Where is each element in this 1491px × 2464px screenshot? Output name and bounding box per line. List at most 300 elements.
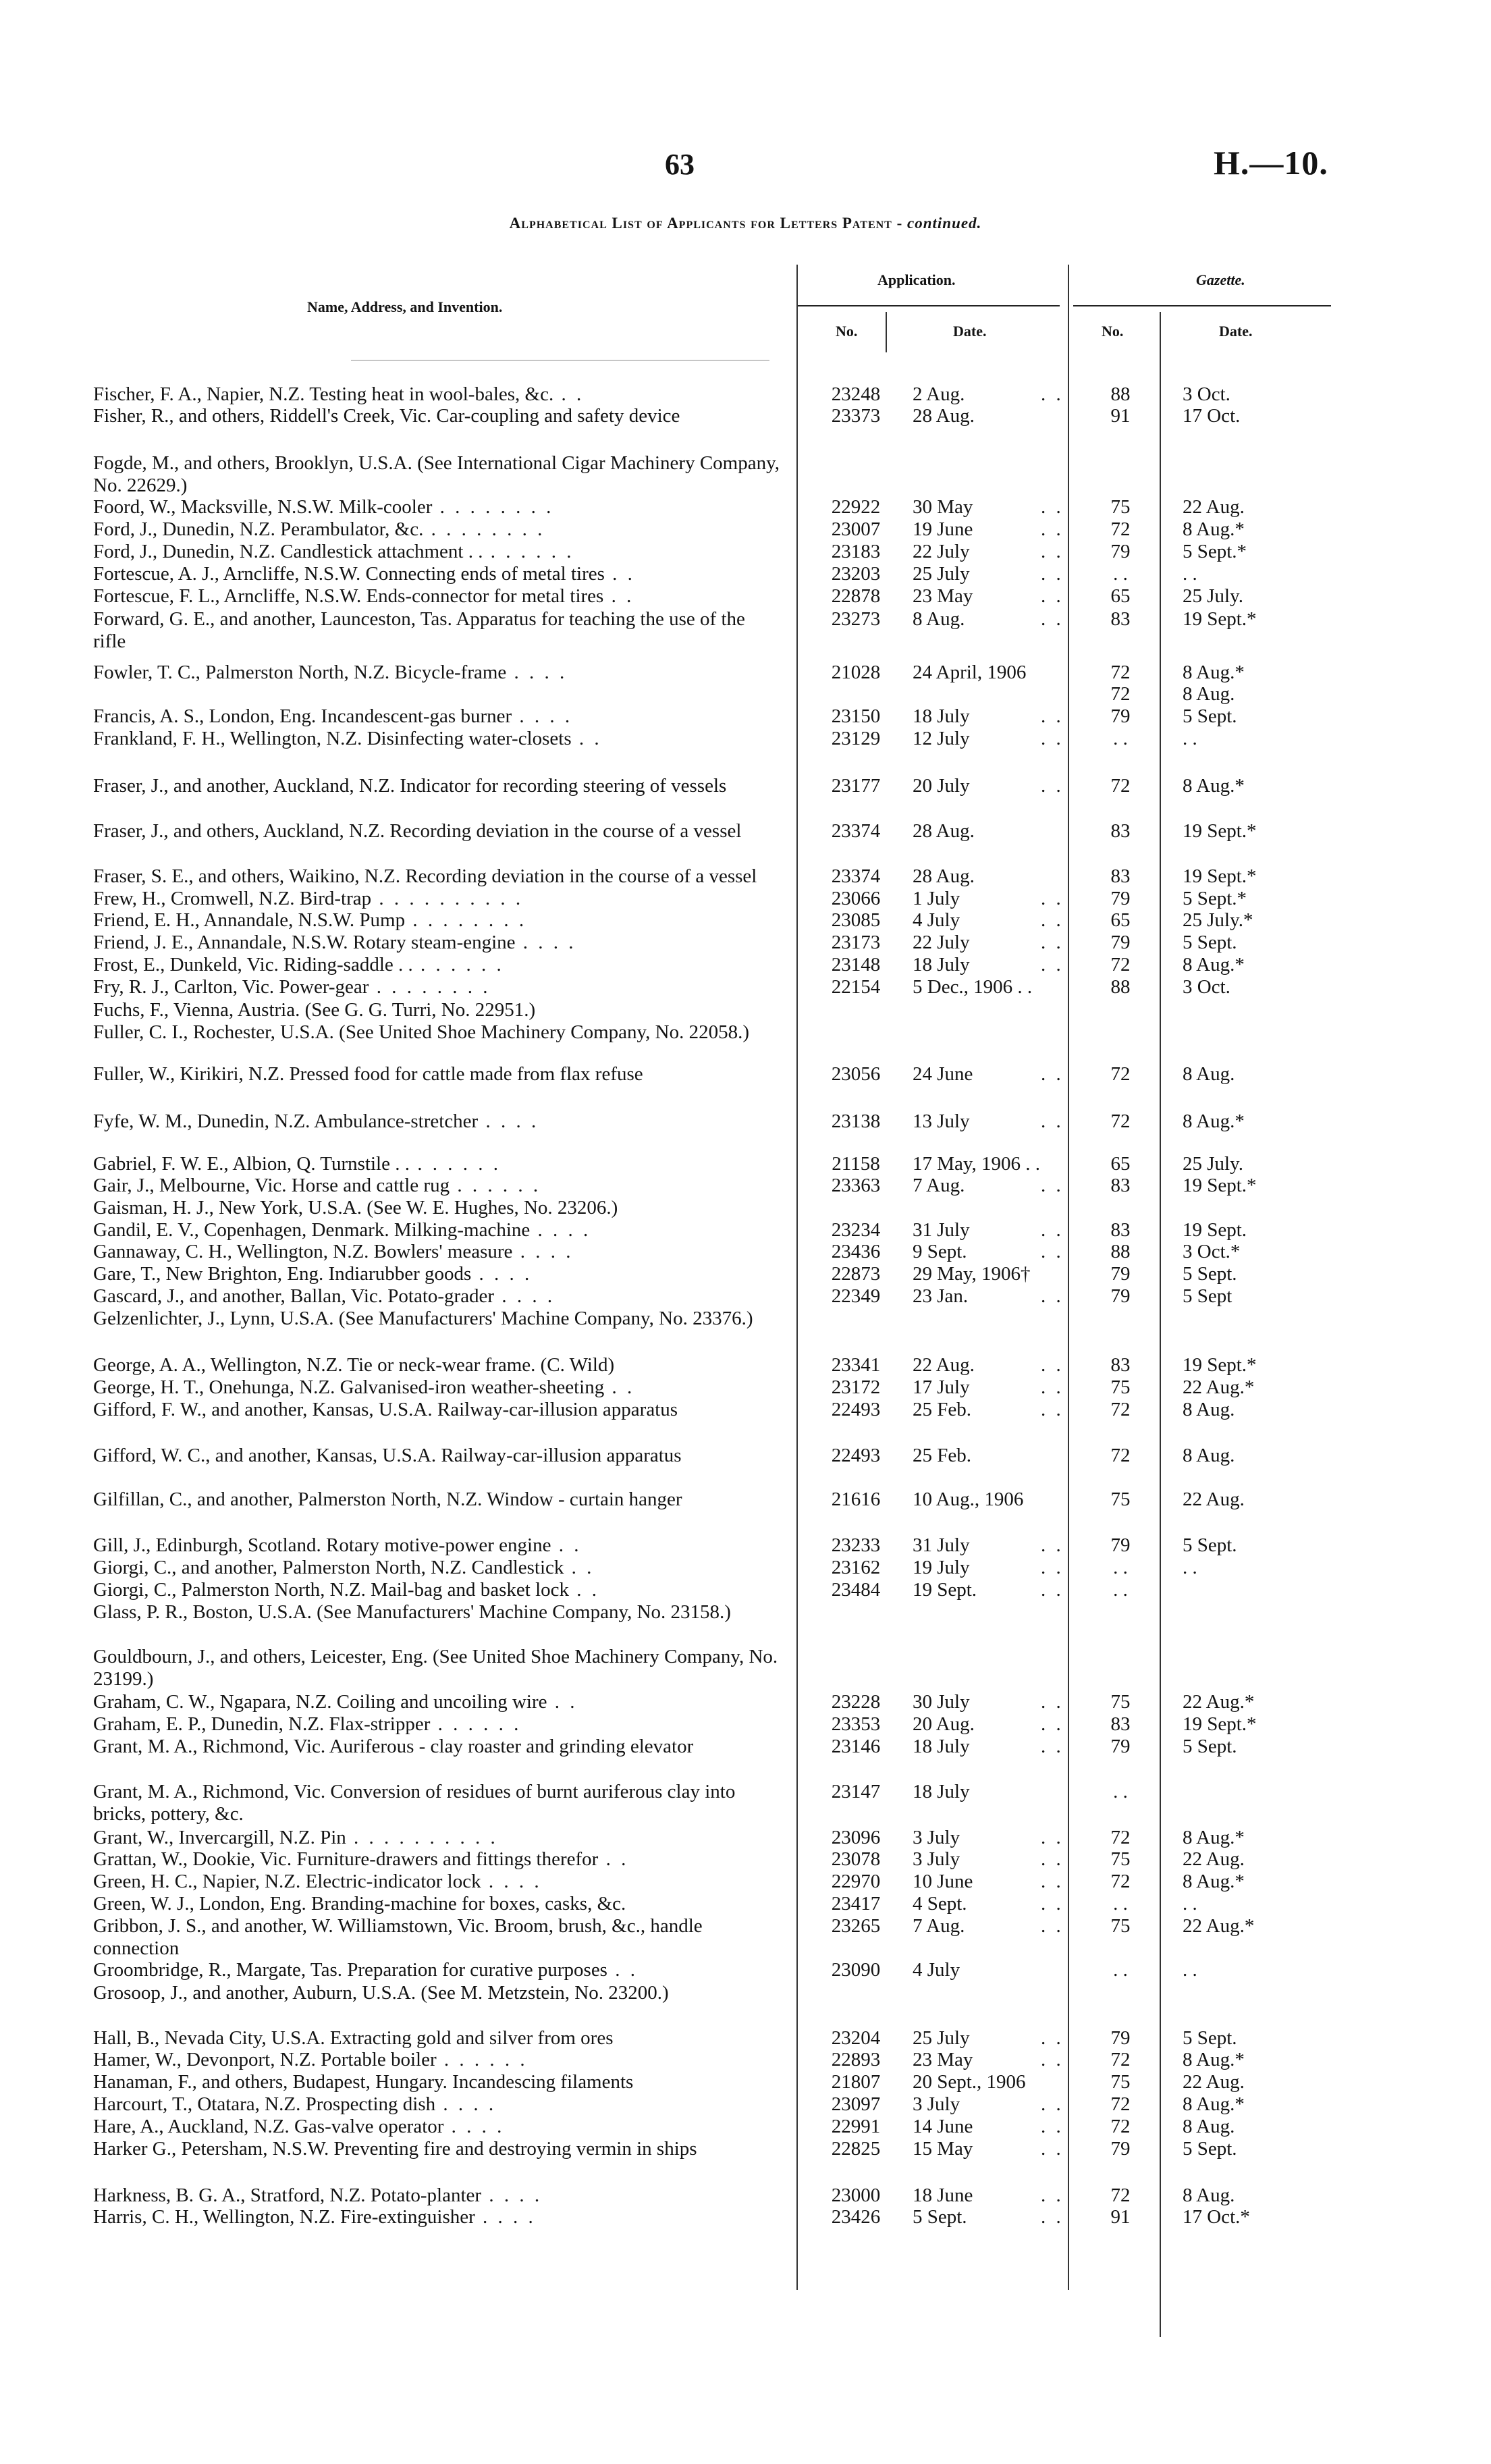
page-title-text: Alphabetical List of Applicants for Letters Patent - (509, 215, 903, 232)
entry-name: Fisher, R., and others, Riddell's Creek, Vic. Car-coupling and safety device (93, 405, 680, 427)
application-number: 23341 (831, 1354, 881, 1376)
leader-dots: . . (1041, 585, 1064, 607)
gazette-number: 72 (1110, 1871, 1131, 1892)
entry-name: Fuchs, F., Vienna, Austria. (See G. G. Turri, No. 22951.) (93, 999, 536, 1021)
application-number: 23000 (831, 2185, 881, 2206)
application-date: 18 July (913, 1781, 970, 1802)
application-number: 23273 (831, 608, 881, 630)
leader-dots: . . . . (512, 1241, 574, 1262)
entry-name: Graham, C. W., Ngapara, N.Z. Coiling and uncoiling wire . . (93, 1691, 578, 1713)
leader-dots: . . . . (530, 1219, 591, 1241)
entry-name: Francis, A. S., London, Eng. Incandescent-gas burner . . . . (93, 705, 573, 727)
entry-name: Green, H. C., Napier, N.Z. Electric-indicator lock . . . . (93, 1871, 542, 1892)
gazette-date: 19 Sept.* (1183, 1713, 1257, 1735)
entry-name: Hare, A., Auckland, N.Z. Gas-valve operator . . . . (93, 2116, 505, 2137)
leader-dots: . . (1041, 2185, 1064, 2206)
entry-name: Friend, E. H., Annandale, N.S.W. Pump . . . . . . . . (93, 909, 527, 931)
document-code: H.—10. (1214, 144, 1328, 182)
application-date: 30 May . . (913, 496, 1064, 518)
leader-dots: . . . . . . (436, 2049, 528, 2070)
application-number: 23484 (831, 1579, 881, 1601)
gazette-number: 75 (1110, 1915, 1131, 1937)
gazette-number: 79 (1110, 2027, 1131, 2049)
application-date: 28 Aug. (913, 405, 975, 427)
leader-dots: . . . . . . . . . . (371, 888, 524, 909)
application-date: 22 July . . (913, 932, 1064, 953)
gazette-number: 65 (1110, 909, 1131, 931)
entry-name: Gascard, J., and another, Ballan, Vic. Potato-grader . . . . (93, 1285, 555, 1307)
gazette-number: 72 (1110, 683, 1131, 705)
gazette-date: 5 Sept.* (1183, 888, 1247, 909)
leader-dots: . . . . . . . . (369, 976, 491, 998)
leader-dots: . . . . (481, 2185, 543, 2206)
gazette-number: 75 (1110, 1848, 1131, 1870)
application-number: 22991 (831, 2116, 881, 2137)
gazette-number: 72 (1110, 775, 1131, 797)
application-number: 22493 (831, 1399, 881, 1420)
entry-name: Grant, M. A., Richmond, Vic. Conversion of residues of burnt auriferous clay into bricks, pottery, &c. (93, 1781, 736, 1825)
leader-dots: . . (1041, 1871, 1064, 1892)
entry-name: Friend, J. E., Annandale, N.S.W. Rotary steam-engine . . . . (93, 932, 576, 953)
application-number: 23148 (831, 954, 881, 975)
leader-dots: . . (553, 383, 585, 405)
application-date: 24 June . . (913, 1063, 1064, 1085)
entry-name: Harkness, B. G. A., Stratford, N.Z. Potato-planter . . . . (93, 2185, 543, 2206)
application-date: 18 July . . (913, 705, 1064, 727)
entry-name: Fischer, F. A., Napier, N.Z. Testing heat in wool-bales, &c. . . (93, 383, 585, 405)
gazette-number: 65 (1110, 585, 1131, 607)
gazette-date: 22 Aug. (1183, 2071, 1245, 2093)
entry-name: Ford, J., Dunedin, N.Z. Candlestick attachment . . . . . . . . (93, 541, 574, 562)
application-number: 23374 (831, 820, 881, 842)
gazette-date: 5 Sept (1183, 1285, 1232, 1307)
application-date: 18 July . . (913, 1736, 1064, 1757)
application-number: 23374 (831, 865, 881, 887)
entry-name: George, A. A., Wellington, N.Z. Tie or neck-wear frame. (C. Wild) (93, 1354, 615, 1376)
entry-name: Grant, M. A., Richmond, Vic. Auriferous - clay roaster and grinding elevator (93, 1736, 694, 1757)
gazette-date: 3 Oct.* (1183, 1241, 1241, 1262)
entry-name: Fyfe, W. M., Dunedin, N.Z. Ambulance-stretcher . . . . (93, 1110, 539, 1132)
gazette-date: 8 Aug.* (1183, 1871, 1245, 1892)
column-header-name: Name, Address, and Invention. (307, 298, 503, 315)
gazette-date: 5 Sept.* (1183, 541, 1247, 562)
application-date: 22 Aug. . . (913, 1354, 1064, 1376)
leader-dots: . . (1041, 1691, 1064, 1713)
leader-dots: . . (1041, 2093, 1064, 2115)
gazette-date: 8 Aug.* (1183, 518, 1245, 540)
gazette-date: 8 Aug.* (1183, 775, 1245, 797)
gazette-date: 19 Sept. (1183, 1219, 1247, 1241)
leader-dots: . . (604, 563, 635, 585)
gazette-date: 5 Sept. (1183, 1736, 1237, 1757)
application-number: 23233 (831, 1534, 881, 1556)
application-number: 23234 (831, 1219, 881, 1241)
entry-name: Grosoop, J., and another, Auburn, U.S.A. (See M. Metzstein, No. 23200.) (93, 1982, 669, 2004)
gazette-date: 8 Aug. (1183, 1399, 1235, 1420)
gazette-date: . . (1183, 728, 1197, 749)
application-number: 22893 (831, 2049, 881, 2070)
application-date: 9 Sept. . . (913, 1241, 1064, 1262)
application-number: 23007 (831, 518, 881, 540)
page-number: 63 (665, 148, 695, 181)
gazette-date: 19 Sept.* (1183, 1354, 1257, 1376)
gazette-number: 72 (1110, 1110, 1131, 1132)
leader-dots: . . (1041, 1399, 1064, 1420)
application-number: 23373 (831, 405, 881, 427)
gazette-number: 65 (1110, 1153, 1131, 1175)
application-date: 22 July . . (913, 541, 1064, 562)
leader-dots: . . (1041, 2049, 1064, 2070)
gazette-number: 72 (1110, 1827, 1131, 1848)
leader-dots: . . (598, 1848, 629, 1870)
application-date: 4 Sept. . . (913, 1893, 1064, 1914)
entry-name: Fowler, T. C., Palmerston North, N.Z. Bicycle-frame . . . . (93, 662, 568, 683)
leader-dots: . . (1041, 705, 1064, 727)
gazette-number: 79 (1110, 1285, 1131, 1307)
entry-name: Gill, J., Edinburgh, Scotland. Rotary motive-power engine . . (93, 1534, 582, 1556)
gazette-number: 83 (1110, 1354, 1131, 1376)
gazette-number: 72 (1110, 518, 1131, 540)
gazette-number: 88 (1110, 1241, 1131, 1262)
application-date: 19 July . . (913, 1557, 1064, 1578)
gazette-date: 19 Sept.* (1183, 608, 1257, 630)
gazette-number: 88 (1110, 383, 1131, 405)
application-date: 20 Sept., 1906 (913, 2071, 1026, 2093)
entry-name: Gannaway, C. H., Wellington, N.Z. Bowlers' measure . . . . (93, 1241, 574, 1262)
application-number: 22878 (831, 585, 881, 607)
application-number: 23097 (831, 2093, 881, 2115)
gazette-date: 3 Oct. (1183, 383, 1230, 405)
application-date: 30 July . . (913, 1691, 1064, 1713)
application-number: 23172 (831, 1376, 881, 1398)
leader-dots: . . . . . . (430, 1713, 522, 1735)
leader-dots: . . . . . . . . (432, 496, 554, 518)
application-date: 3 July . . (913, 1848, 1064, 1870)
application-number: 23363 (831, 1175, 881, 1196)
gazette-date: . . (1183, 1557, 1197, 1578)
entry-name: Gaisman, H. J., New York, U.S.A. (See W. E. Hughes, No. 23206.) (93, 1197, 618, 1218)
gazette-number: 91 (1110, 2206, 1131, 2228)
gazette-number: . . (1113, 563, 1128, 585)
entry-name: Fogde, M., and others, Brooklyn, U.S.A. (See International Cigar Machinery Company, No. 22629.) (93, 452, 780, 496)
gazette-date: 8 Aug.* (1183, 662, 1245, 683)
application-number: 23129 (831, 728, 881, 749)
entry-name: Gilfillan, C., and another, Palmerston North, N.Z. Window - curtain hanger (93, 1489, 682, 1510)
entry-name: Gifford, W. C., and another, Kansas, U.S.A. Railway-car-illusion apparatus (93, 1445, 682, 1466)
leader-dots: . . . . (512, 705, 573, 727)
application-date: 14 June . . (913, 2116, 1064, 2137)
application-date: 20 July . . (913, 775, 1064, 797)
leader-dots: . . (1041, 1579, 1064, 1601)
gazette-date: 8 Aug.* (1183, 2093, 1245, 2115)
gazette-number: 88 (1110, 976, 1131, 998)
application-number: 23173 (831, 932, 881, 953)
gazette-date: 19 Sept.* (1183, 865, 1257, 887)
leader-dots: . . (547, 1691, 578, 1713)
gazette-number: 72 (1110, 2093, 1131, 2115)
gazette-number: 72 (1110, 1063, 1131, 1085)
gazette-number: 75 (1110, 1376, 1131, 1398)
leader-dots: . . (1041, 1848, 1064, 1870)
gazette-date: 8 Aug. (1183, 683, 1235, 705)
leader-dots: . . (1041, 1241, 1064, 1262)
leader-dots: . . (1041, 1376, 1064, 1398)
application-number: 21158 (832, 1153, 880, 1175)
entry-name: George, H. T., Onehunga, N.Z. Galvanised-iron weather-sheeting . . (93, 1376, 635, 1398)
gazette-number: 79 (1110, 1263, 1131, 1285)
application-number: 23265 (831, 1915, 881, 1937)
entry-name: Gelzenlichter, J., Lynn, U.S.A. (See Manufacturers' Machine Company, No. 23376.) (93, 1308, 753, 1329)
gazette-date: 5 Sept. (1183, 2138, 1237, 2160)
gazette-number: 83 (1110, 820, 1131, 842)
entry-name: Gare, T., New Brighton, Eng. Indiarubber goods . . . . (93, 1263, 533, 1285)
leader-dots: . . (1041, 954, 1064, 975)
gazette-date: 8 Aug.* (1183, 1827, 1245, 1848)
leader-dots: . . (1041, 1713, 1064, 1735)
entry-name: Fry, R. J., Carlton, Vic. Power-gear . . . . . . . . (93, 976, 491, 998)
leader-dots: . . . . (475, 2206, 536, 2228)
application-number: 21028 (831, 662, 881, 683)
application-date: 4 July . . (913, 909, 1064, 931)
gazette-number: 75 (1110, 2071, 1131, 2093)
leader-dots: . . . . . . (409, 1153, 501, 1175)
application-date: 19 Sept. . . (913, 1579, 1064, 1601)
gazette-number: . . (1113, 1959, 1128, 1981)
entry-name: Hall, B., Nevada City, U.S.A. Extracting gold and silver from ores (93, 2027, 614, 2049)
gazette-number: 72 (1110, 1399, 1131, 1420)
application-date: 5 Sept. . . (913, 2206, 1064, 2228)
gazette-number: 79 (1110, 541, 1131, 562)
application-number: 23078 (831, 1848, 881, 1870)
application-date: 8 Aug. . . (913, 608, 1064, 630)
entry-name: Green, W. J., London, Eng. Branding-machine for boxes, casks, &c. (93, 1893, 626, 1914)
entry-name: Frew, H., Cromwell, N.Z. Bird-trap . . . . . . . . . . (93, 888, 524, 909)
application-number: 23228 (831, 1691, 881, 1713)
gazette-number: . . (1113, 728, 1128, 749)
application-number: 23417 (831, 1893, 881, 1914)
application-date: 10 June . . (913, 1871, 1064, 1892)
application-number: 23085 (831, 909, 881, 931)
leader-dots: . . (1041, 2138, 1064, 2160)
application-date: 23 May . . (913, 585, 1064, 607)
leader-dots: . . (564, 1557, 595, 1578)
application-date: 25 July . . (913, 563, 1064, 585)
gazette-number: 75 (1110, 1489, 1131, 1510)
leader-dots: . . (569, 1579, 600, 1601)
leader-dots: . . (1041, 2116, 1064, 2137)
application-date: 13 July . . (913, 1110, 1064, 1132)
leader-dots: . . . . . . (412, 954, 504, 975)
leader-dots: . . . . (443, 2116, 505, 2137)
application-number: 23436 (831, 1241, 881, 1262)
leader-dots: . . (1041, 2206, 1064, 2228)
application-number: 22493 (831, 1445, 881, 1466)
application-date: 17 May, 1906 . . (913, 1153, 1041, 1175)
entry-name: Fuller, C. I., Rochester, U.S.A. (See United Shoe Machinery Company, No. 22058.) (93, 1021, 749, 1043)
leader-dots: . . (1041, 2027, 1064, 2049)
gazette-number: 75 (1110, 496, 1131, 518)
entry-name: Harris, C. H., Wellington, N.Z. Fire-extinguisher . . . . (93, 2206, 536, 2228)
entry-name: Giorgi, C., and another, Palmerston North, N.Z. Candlestick . . (93, 1557, 595, 1578)
application-date: 1 July . . (913, 888, 1064, 909)
gazette-date: 8 Aug. (1183, 1063, 1235, 1085)
application-number: 23353 (831, 1713, 881, 1735)
application-number: 23056 (831, 1063, 881, 1085)
gazette-number: 72 (1110, 662, 1131, 683)
entry-name: Fraser, S. E., and others, Waikino, N.Z. Recording deviation in the course of a vessel (93, 865, 757, 887)
gazette-date: 19 Sept.* (1183, 1175, 1257, 1196)
application-date: 29 May, 1906† (913, 1263, 1031, 1285)
entry-name: Fuller, W., Kirikiri, N.Z. Pressed food for cattle made from flax refuse (93, 1063, 643, 1085)
leader-dots: . . . . (506, 662, 568, 683)
entry-name: Hanaman, F., and others, Budapest, Hungary. Incandescing filaments (93, 2071, 634, 2093)
gazette-number: 72 (1110, 954, 1131, 975)
leader-dots: . . (571, 728, 602, 749)
application-number: 23162 (831, 1557, 881, 1578)
application-date: 28 Aug. (913, 820, 975, 842)
application-date: 18 July . . (913, 954, 1064, 975)
leader-dots: . . . . . . (483, 541, 574, 562)
page-title-continued: continued. (907, 215, 982, 232)
application-number: 22970 (831, 1871, 881, 1892)
gazette-date: 8 Aug. (1183, 1445, 1235, 1466)
gazette-date: 8 Aug.* (1183, 2049, 1245, 2070)
application-date: 2 Aug. . . (913, 383, 1064, 405)
leader-dots: . . (1041, 1915, 1064, 1937)
leader-dots: . . (1041, 1110, 1064, 1132)
application-number: 23150 (831, 705, 881, 727)
application-number: 23426 (831, 2206, 881, 2228)
application-number: 22349 (831, 1285, 881, 1307)
leader-dots: . . . . (481, 1871, 542, 1892)
gazette-number: 72 (1110, 2116, 1131, 2137)
application-number: 23138 (831, 1110, 881, 1132)
application-date: 25 Feb. . . (913, 1399, 1064, 1420)
application-number: 22873 (831, 1263, 881, 1285)
gazette-date: 25 July. (1183, 1153, 1243, 1175)
application-date: 4 July (913, 1959, 960, 1981)
leader-dots: . . (1041, 888, 1064, 909)
leader-dots: . . . . (471, 1263, 533, 1285)
leader-dots: . . (607, 1959, 638, 1981)
gazette-number: 72 (1110, 2049, 1131, 2070)
application-date: 18 June . . (913, 2185, 1064, 2206)
entry-name: Hamer, W., Devonport, N.Z. Portable boiler . . . . . . (93, 2049, 528, 2070)
leader-dots: . . . . . . . . (405, 909, 527, 931)
application-date: 7 Aug. . . (913, 1175, 1064, 1196)
leader-dots: . . (1041, 1557, 1064, 1578)
gazette-number: . . (1113, 1579, 1128, 1601)
leader-dots: . . . . . . (450, 1175, 541, 1196)
application-date: 10 Aug., 1906 (913, 1489, 1024, 1510)
application-number: 21616 (831, 1489, 881, 1510)
application-number: 22825 (831, 2138, 881, 2160)
gazette-date: 8 Aug. (1183, 2116, 1235, 2137)
leader-dots: . . . . . . . . . . (346, 1827, 498, 1848)
gazette-date: . . (1183, 1959, 1197, 1981)
application-number: 23177 (831, 775, 881, 797)
leader-dots: . . (603, 585, 634, 607)
gazette-date: 5 Sept. (1183, 705, 1237, 727)
entry-name: Gabriel, F. W. E., Albion, Q. Turnstile . . . . . . . . (93, 1153, 501, 1175)
application-number: 21807 (831, 2071, 881, 2093)
leader-dots: . . (1041, 932, 1064, 953)
column-header-gazette: Gazette. (1196, 271, 1245, 288)
gazette-date: . . (1183, 1893, 1197, 1914)
gazette-date: 8 Aug. (1183, 2185, 1235, 2206)
gazette-date: 22 Aug.* (1183, 1376, 1255, 1398)
leader-dots: . . . . (478, 1110, 539, 1132)
column-header-gaz-no: No. (1102, 323, 1124, 340)
leader-dots: . . (1041, 775, 1064, 797)
application-number: 23096 (831, 1827, 881, 1848)
gazette-number: 79 (1110, 1534, 1131, 1556)
entry-name: Gifford, F. W., and another, Kansas, U.S.A. Railway-car-illusion apparatus (93, 1399, 678, 1420)
leader-dots: . . (1041, 909, 1064, 931)
application-date: 3 July . . (913, 1827, 1064, 1848)
gazette-number: 79 (1110, 2138, 1131, 2160)
gazette-date: 22 Aug.* (1183, 1691, 1255, 1713)
entry-name: Frost, E., Dunkeld, Vic. Riding-saddle . . . . . . . . (93, 954, 504, 975)
leader-dots: . . (1041, 1827, 1064, 1848)
application-date: 20 Aug. . . (913, 1713, 1064, 1735)
gazette-date: 22 Aug. (1183, 496, 1245, 518)
entry-name: Graham, E. P., Dunedin, N.Z. Flax-stripper . . . . . . (93, 1713, 522, 1735)
gazette-number: 83 (1110, 865, 1131, 887)
leader-dots: . . (1041, 563, 1064, 585)
gazette-date: 25 July.* (1183, 909, 1253, 931)
gazette-number: 72 (1110, 2185, 1131, 2206)
leader-dots: . . (1041, 1893, 1064, 1914)
gazette-date: 17 Oct. (1183, 405, 1241, 427)
gazette-number: 83 (1110, 608, 1131, 630)
application-date: 31 July . . (913, 1534, 1064, 1556)
leader-dots: . . (1041, 1736, 1064, 1757)
gazette-date: 8 Aug.* (1183, 954, 1245, 975)
gazette-number: . . (1113, 1557, 1128, 1578)
entry-name: Groombridge, R., Margate, Tas. Preparation for curative purposes . . (93, 1959, 638, 1981)
entry-name: Grant, W., Invercargill, N.Z. Pin . . . . . . . . . . (93, 1827, 498, 1848)
application-date: 12 July . . (913, 728, 1064, 749)
gazette-number: 83 (1110, 1713, 1131, 1735)
gazette-number: . . (1113, 1893, 1128, 1914)
gazette-date: 22 Aug. (1183, 1848, 1245, 1870)
leader-dots: . . (1041, 541, 1064, 562)
entry-name: Fortescue, A. J., Arncliffe, N.S.W. Connecting ends of metal tires . . (93, 563, 635, 585)
leader-dots: . . . . (494, 1285, 555, 1307)
leader-dots: . . (1041, 1354, 1064, 1376)
application-date: 25 Feb. (913, 1445, 971, 1466)
entry-name: Foord, W., Macksville, N.S.W. Milk-cooler . . . . . . . . (93, 496, 554, 518)
gazette-number: 72 (1110, 1445, 1131, 1466)
application-date: 23 May . . (913, 2049, 1064, 2070)
application-date: 19 June . . (913, 518, 1064, 540)
application-date: 24 April, 1906 (913, 662, 1027, 683)
leader-dots: . . (1041, 383, 1064, 405)
application-date: 28 Aug. (913, 865, 975, 887)
application-number: 23248 (831, 383, 881, 405)
application-number: 23203 (831, 563, 881, 585)
leader-dots: . . (604, 1376, 635, 1398)
gazette-date: 5 Sept. (1183, 1263, 1237, 1285)
entry-name: Harcourt, T., Otatara, N.Z. Prospecting dish . . . . (93, 2093, 497, 2115)
leader-dots: . . (1041, 518, 1064, 540)
entry-name: Giorgi, C., Palmerston North, N.Z. Mail-bag and basket lock . . (93, 1579, 600, 1601)
leader-dots: . . . . (435, 2093, 497, 2115)
gazette-date: 3 Oct. (1183, 976, 1230, 998)
gazette-date: 19 Sept.* (1183, 820, 1257, 842)
column-header-app-date: Date. (953, 323, 987, 340)
